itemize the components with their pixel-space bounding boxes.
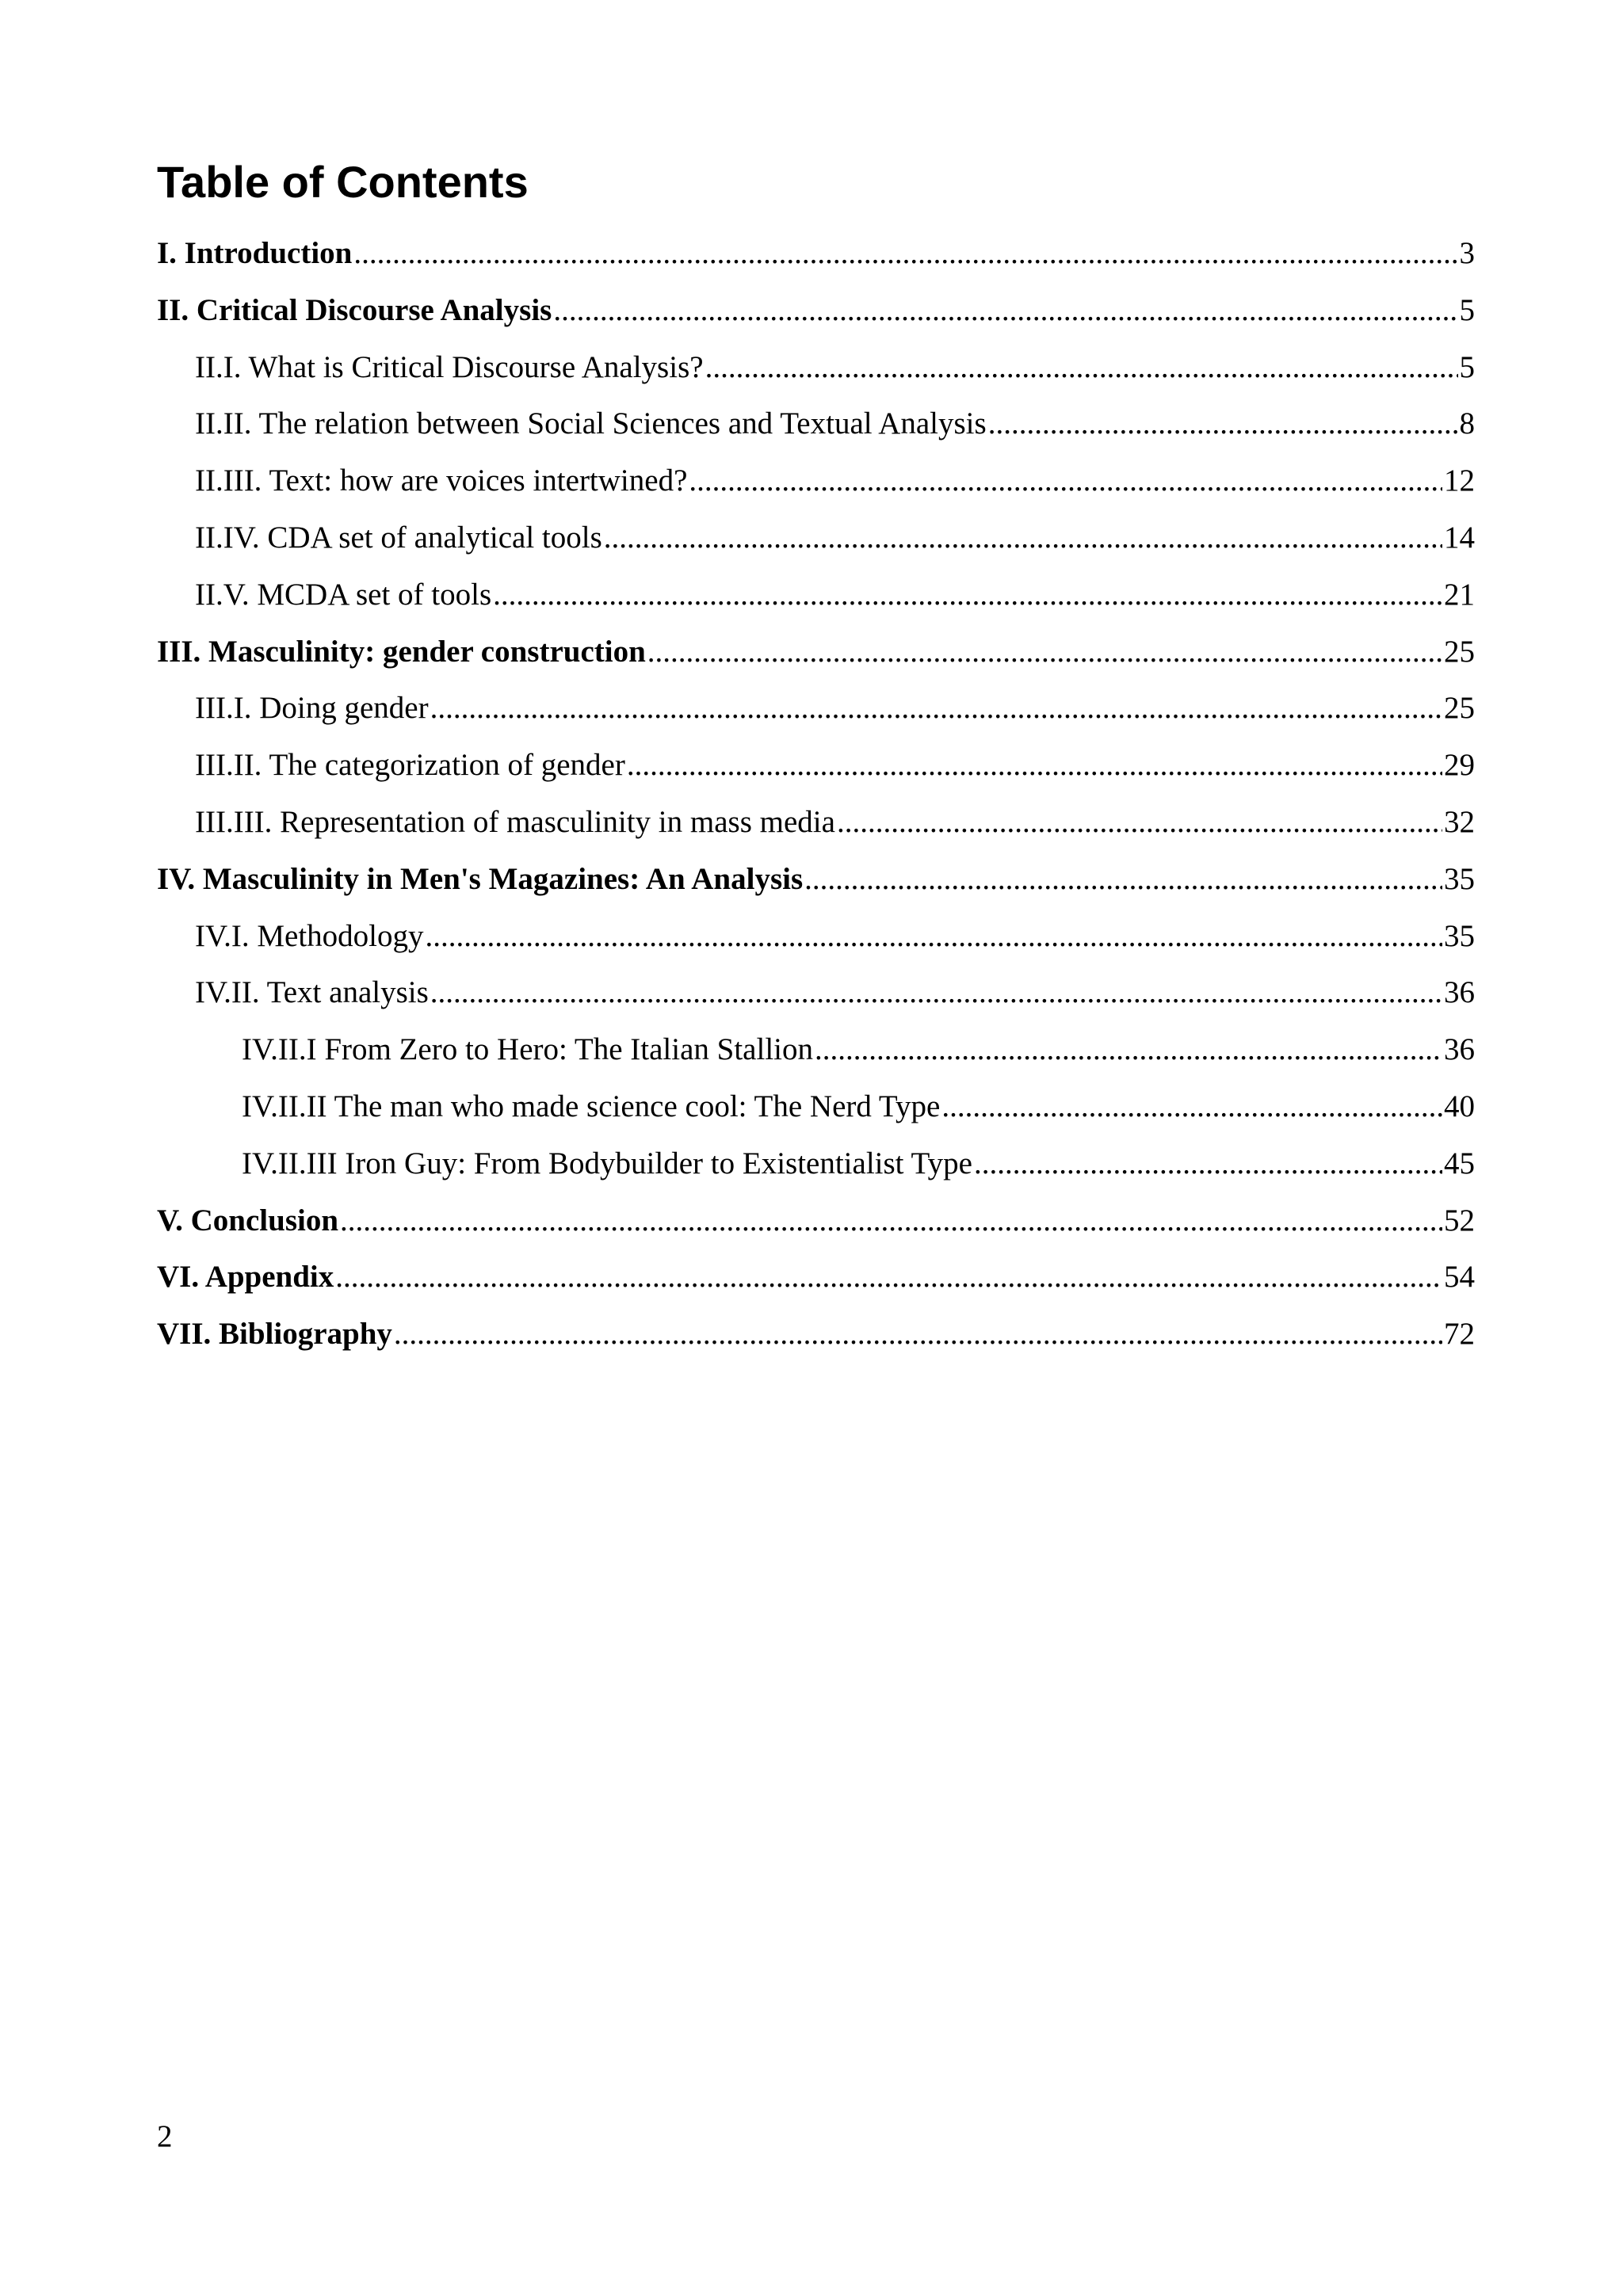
toc-entry-page: 5 [1459,350,1475,384]
toc-entry[interactable] [157,628,1475,676]
toc-dot-leader [627,742,1442,789]
toc-entry[interactable] [242,1083,1475,1131]
toc-entry[interactable] [157,1197,1475,1245]
toc-dot-leader [335,1253,1442,1301]
toc-entry[interactable] [195,514,1475,562]
toc-dot-leader [353,230,1457,277]
toc-entry-label: VI. Appendix [157,1260,334,1294]
toc-entry[interactable] [195,457,1475,505]
toc-dot-leader [430,969,1442,1016]
toc-entry-page: 54 [1444,1260,1475,1294]
toc-dot-leader [988,400,1458,448]
toc-entry-page: 25 [1444,635,1475,669]
toc-entry[interactable] [157,287,1475,334]
toc-entry-page: 29 [1444,748,1475,782]
toc-dot-leader [689,457,1442,505]
toc-entry[interactable] [157,1310,1475,1358]
toc-entry-label: II.I. What is Critical Discourse Analysis? [195,350,704,384]
toc-entry-page: 5 [1459,293,1475,327]
toc-entry-page: 35 [1444,862,1475,896]
toc-entry-label: III.II. The categorization of gender [195,748,625,782]
toc-entry-label: II. Critical Discourse Analysis [157,293,552,327]
toc-dot-leader [430,685,1442,732]
toc-entry-label: VII. Bibliography [157,1317,392,1351]
page-number: 2 [157,2119,173,2153]
toc-entry-page: 32 [1444,805,1475,839]
toc-entry-page: 40 [1444,1089,1475,1123]
toc-entry-page: 52 [1444,1203,1475,1238]
toc-entry[interactable] [195,799,1475,846]
toc-entry-label: II.V. MCDA set of tools [195,578,492,612]
toc-entry-label: III. Masculinity: gender construction [157,635,646,669]
toc-entry-label: IV. Masculinity in Men's Magazines: An Analysis [157,862,804,896]
toc-entry-label: III.III. Representation of masculinity in mass media [195,805,835,839]
toc-entry-label: IV.I. Methodology [195,919,424,953]
toc-entry-page: 35 [1444,919,1475,953]
toc-entry-page: 21 [1444,578,1475,612]
toc-entry-page: 8 [1459,406,1475,441]
toc-entry-label: IV.II.I From Zero to Hero: The Italian Stallion [242,1032,813,1066]
toc-entry[interactable] [157,856,1475,903]
toc-entry-label: IV.II.II The man who made science cool: The Nerd Type [242,1089,941,1123]
toc-title: Table of Contents [157,157,529,207]
toc-entry-label: II.III. Text: how are voices intertwined? [195,463,688,498]
toc-entry-page: 36 [1444,1032,1475,1066]
toc-dot-leader [426,913,1442,960]
toc-entry-page: 36 [1444,975,1475,1009]
toc-entry[interactable] [157,1253,1475,1301]
toc-dot-leader [647,628,1442,676]
toc-entry[interactable] [195,742,1475,789]
toc-entry[interactable] [195,571,1475,619]
toc-entry-label: I. Introduction [157,236,353,270]
toc-entry[interactable] [195,400,1475,448]
toc-dot-leader [941,1083,1442,1131]
toc-entry-page: 3 [1459,236,1475,270]
toc-entry[interactable] [195,913,1475,960]
toc-dot-leader [493,571,1442,619]
toc-entry[interactable] [195,685,1475,732]
toc-dot-leader [604,514,1442,562]
toc-entry-label: IV.II.III Iron Guy: From Bodybuilder to Existentialist Type [242,1146,972,1180]
toc-entry-label: II.IV. CDA set of analytical tools [195,521,602,555]
toc-entry-page: 72 [1444,1317,1475,1351]
toc-entry-page: 25 [1444,691,1475,725]
toc-entry-page: 12 [1444,463,1475,498]
toc-dot-leader [804,856,1442,903]
toc-entry[interactable] [242,1140,1475,1188]
toc-entry-page: 14 [1444,521,1475,555]
toc-dot-leader [340,1197,1442,1245]
toc-entry-page: 45 [1444,1146,1475,1180]
toc-dot-leader [974,1140,1442,1188]
toc-entry[interactable] [195,344,1475,391]
toc-dot-leader [837,799,1442,846]
toc-entry-label: III.I. Doing gender [195,691,429,725]
toc-dot-leader [815,1026,1442,1074]
toc-dot-leader [705,344,1458,391]
toc-entry-label: IV.II. Text analysis [195,975,429,1009]
toc-entry[interactable] [157,230,1475,277]
toc-entry[interactable] [195,969,1475,1016]
toc-entry-label: V. Conclusion [157,1203,339,1238]
toc-dot-leader [553,287,1457,334]
toc-dot-leader [394,1310,1442,1358]
toc-entry-label: II.II. The relation between Social Sciences and Textual Analysis [195,406,987,441]
toc-entry[interactable] [242,1026,1475,1074]
